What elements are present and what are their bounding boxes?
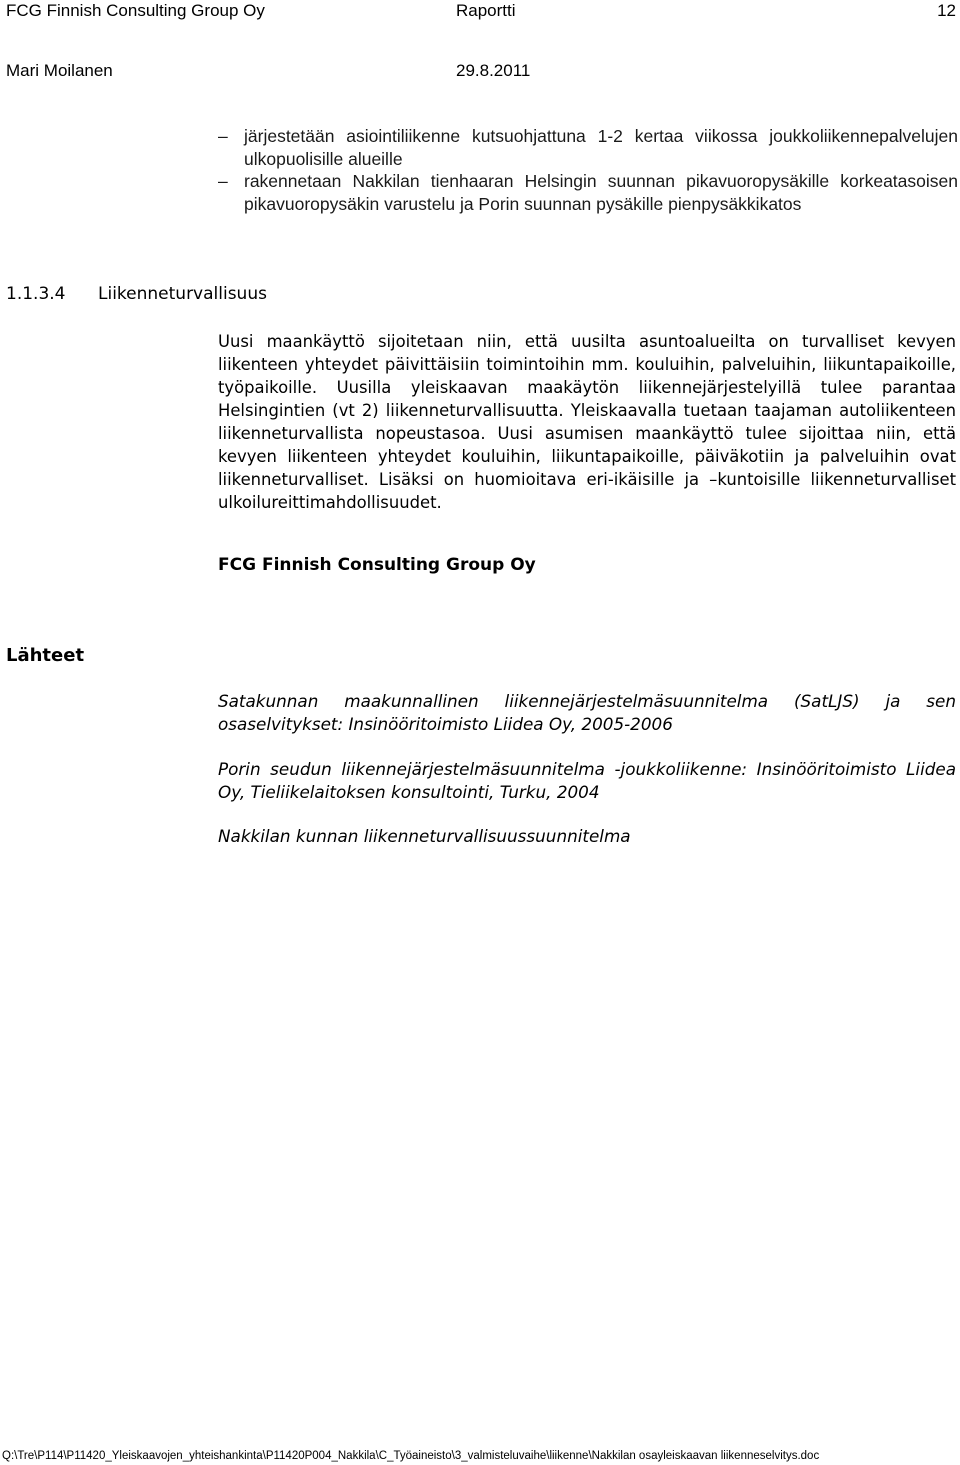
dash-marker: –: [218, 126, 228, 146]
header-page-number: 12: [937, 1, 956, 20]
header-date: 29.8.2011: [456, 61, 531, 80]
bullet-item: [218, 125, 958, 170]
bullet-text: järjestetään asiointiliikenne kutsuohjattuna 1-2 kertaa viikossa joukkoliikennepalvelujen ulkopuolisille alueille: [244, 126, 958, 169]
section-heading: [6, 284, 267, 304]
header-doc-type: Raportti: [456, 1, 516, 20]
footer-file-path: Q:\Tre\P114\P11420_Yleiskaavojen_yhteishankinta\P11420P004_Nakkila\C_Työaineisto\3_valmisteluvaihe\liikenne\Nakkilan osayleiskaavan liikenneselvitys.doc: [2, 1450, 820, 1462]
company-signature: FCG Finnish Consulting Group Oy: [218, 555, 536, 575]
section-number: 1.1.3.4: [6, 284, 66, 304]
bullet-item: [218, 170, 958, 215]
header-company: FCG Finnish Consulting Group Oy: [6, 1, 265, 20]
header-author: Mari Moilanen: [6, 61, 113, 80]
source-reference: Satakunnan maakunnallinen liikennejärjestelmäsuunnitelma (SatLJS) ja sen osaselvitykset: Insinööritoimisto Liidea Oy, 2005-2006: [218, 691, 956, 734]
section-paragraph: Uusi maankäyttö sijoitetaan niin, että uusilta asuntoalueilta on turvalliset kevyen liikenteen yhteydet päivittäisiin toimintoihin mm. kouluihin, palveluihin, liikuntapaikoille, työpaikoille. Uusilla yleiskaavan maakäytön liikennejärjestelyillä tulee parantaa Helsingintien (vt 2) liikenneturvallisuutta. Yleiskaavalla tuetaan taajaman autoliikenteen liikenneturvallista nopeustasoa. Uusi asumisen maankäyttö tulee sijoittaa niin, että kevyen liikenteen yhteydet kouluihin, liikuntapaikoille, päiväkotiin ja palveluihin ovat liikenneturvalliset. Lisäksi on huomioitava eri-ikäisille ja –kuntoisille liikenneturvalliset ulkoilureittimahdollisuudet.: [218, 332, 956, 512]
bullet-list: [218, 125, 958, 215]
page-subheader: [6, 61, 956, 81]
section-title: Liikenneturvallisuus: [98, 284, 267, 304]
sources-heading: Lähteet: [6, 645, 85, 666]
page-header: [6, 1, 956, 21]
source-reference: Porin seudun liikennejärjestelmäsuunnitelma -joukkoliikenne: Insinööritoimisto Liidea Oy, Tieliikelaitoksen konsultointi, Turku, 2004: [218, 759, 956, 802]
dash-marker: –: [218, 171, 228, 191]
bullet-text: rakennetaan Nakkilan tienhaaran Helsingin suunnan pikavuoropysäkille korkeatasoisen pikavuoropysäkin varustelu ja Porin suunnan pysäkille pienpysäkkikatos: [244, 171, 958, 214]
source-reference: Nakkilan kunnan liikenneturvallisuussuunnitelma: [218, 826, 631, 846]
